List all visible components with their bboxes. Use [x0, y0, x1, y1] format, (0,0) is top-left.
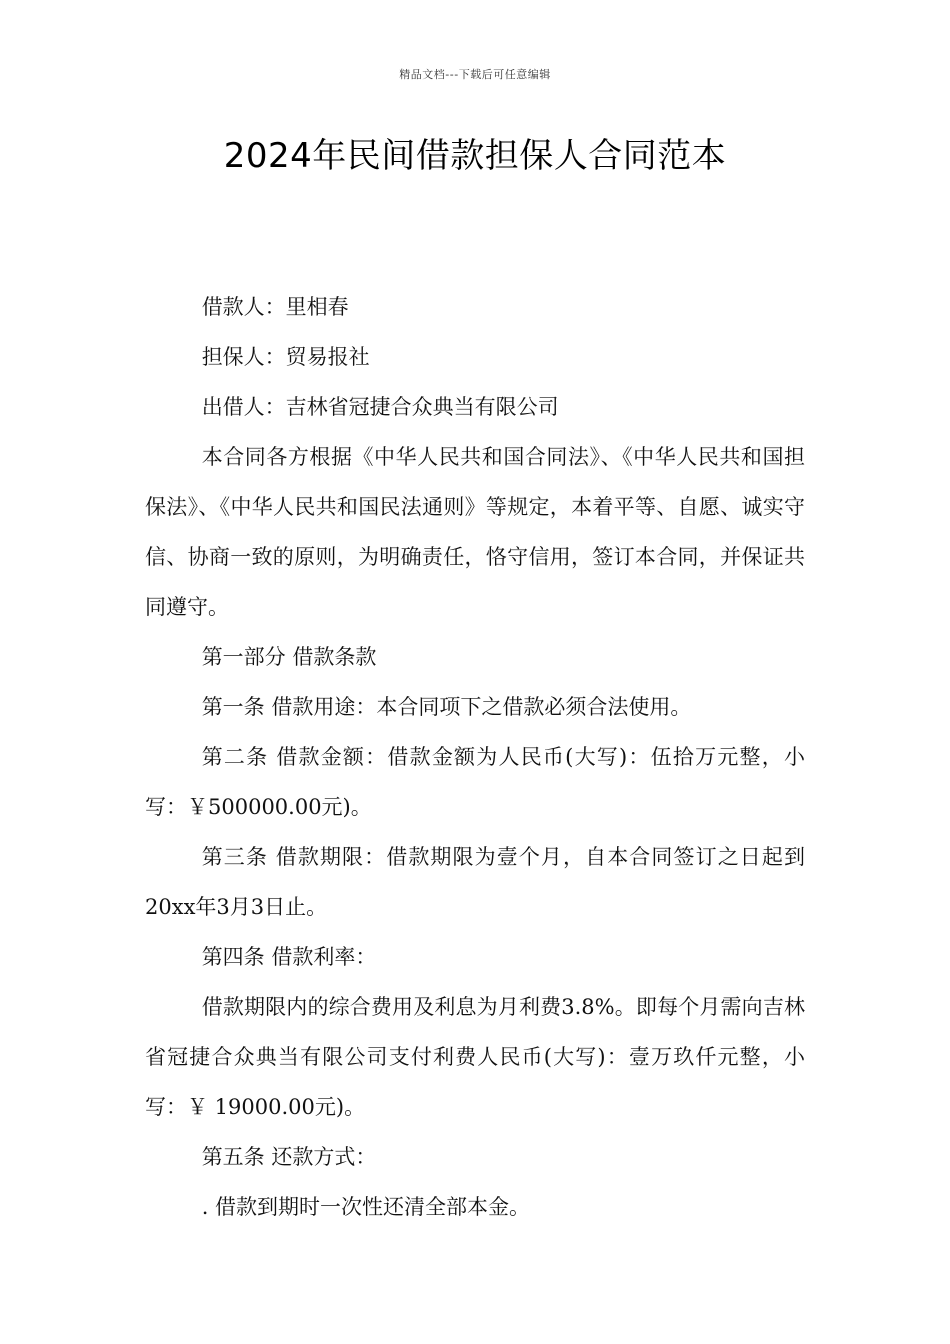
- article-2: 第二条 借款金额：借款金额为人民币(大写)：伍拾万元整，小写：￥500000.00元)。: [145, 745, 805, 819]
- preamble-paragraph: 本合同各方根据《中华人民共和国合同法》、《中华人民共和国担保法》、《中华人民共和国民法通则》等规定，本着平等、自愿、诚实守信、协商一致的原则，为明确责任，恪守信用，签订本合同，并保证共同遵守。: [145, 445, 805, 619]
- article-4-body: 借款期限内的综合费用及利息为月利费3.8%。即每个月需向吉林省冠捷合众典当有限公司支付利费人民币(大写)：壹万玖仟元整，小写：￥ 19000.00元)。: [145, 995, 805, 1119]
- article-5-item: . 借款到期时一次性还清全部本金。: [201, 1195, 531, 1219]
- document-title: 2024年民间借款担保人合同范本: [223, 136, 727, 176]
- part-one-heading: 第一部分 借款条款: [201, 645, 377, 669]
- document-body: [145, 282, 805, 1232]
- guarantor-line: 担保人：贸易报社: [201, 345, 370, 369]
- article-5-heading: 第五条 还款方式：: [201, 1145, 377, 1169]
- article-4-heading: 第四条 借款利率：: [201, 945, 377, 969]
- article-3: 第三条 借款期限：借款期限为壹个月，自本合同签订之日起到20xx年3月3日止。: [145, 845, 805, 919]
- borrower-line: 借款人：里相春: [201, 295, 349, 319]
- article-1: 第一条 借款用途：本合同项下之借款必须合法使用。: [201, 695, 692, 719]
- lender-line: 出借人：吉林省冠捷合众典当有限公司: [201, 395, 559, 419]
- header-note: 精品文档---下载后可任意编辑: [399, 68, 551, 81]
